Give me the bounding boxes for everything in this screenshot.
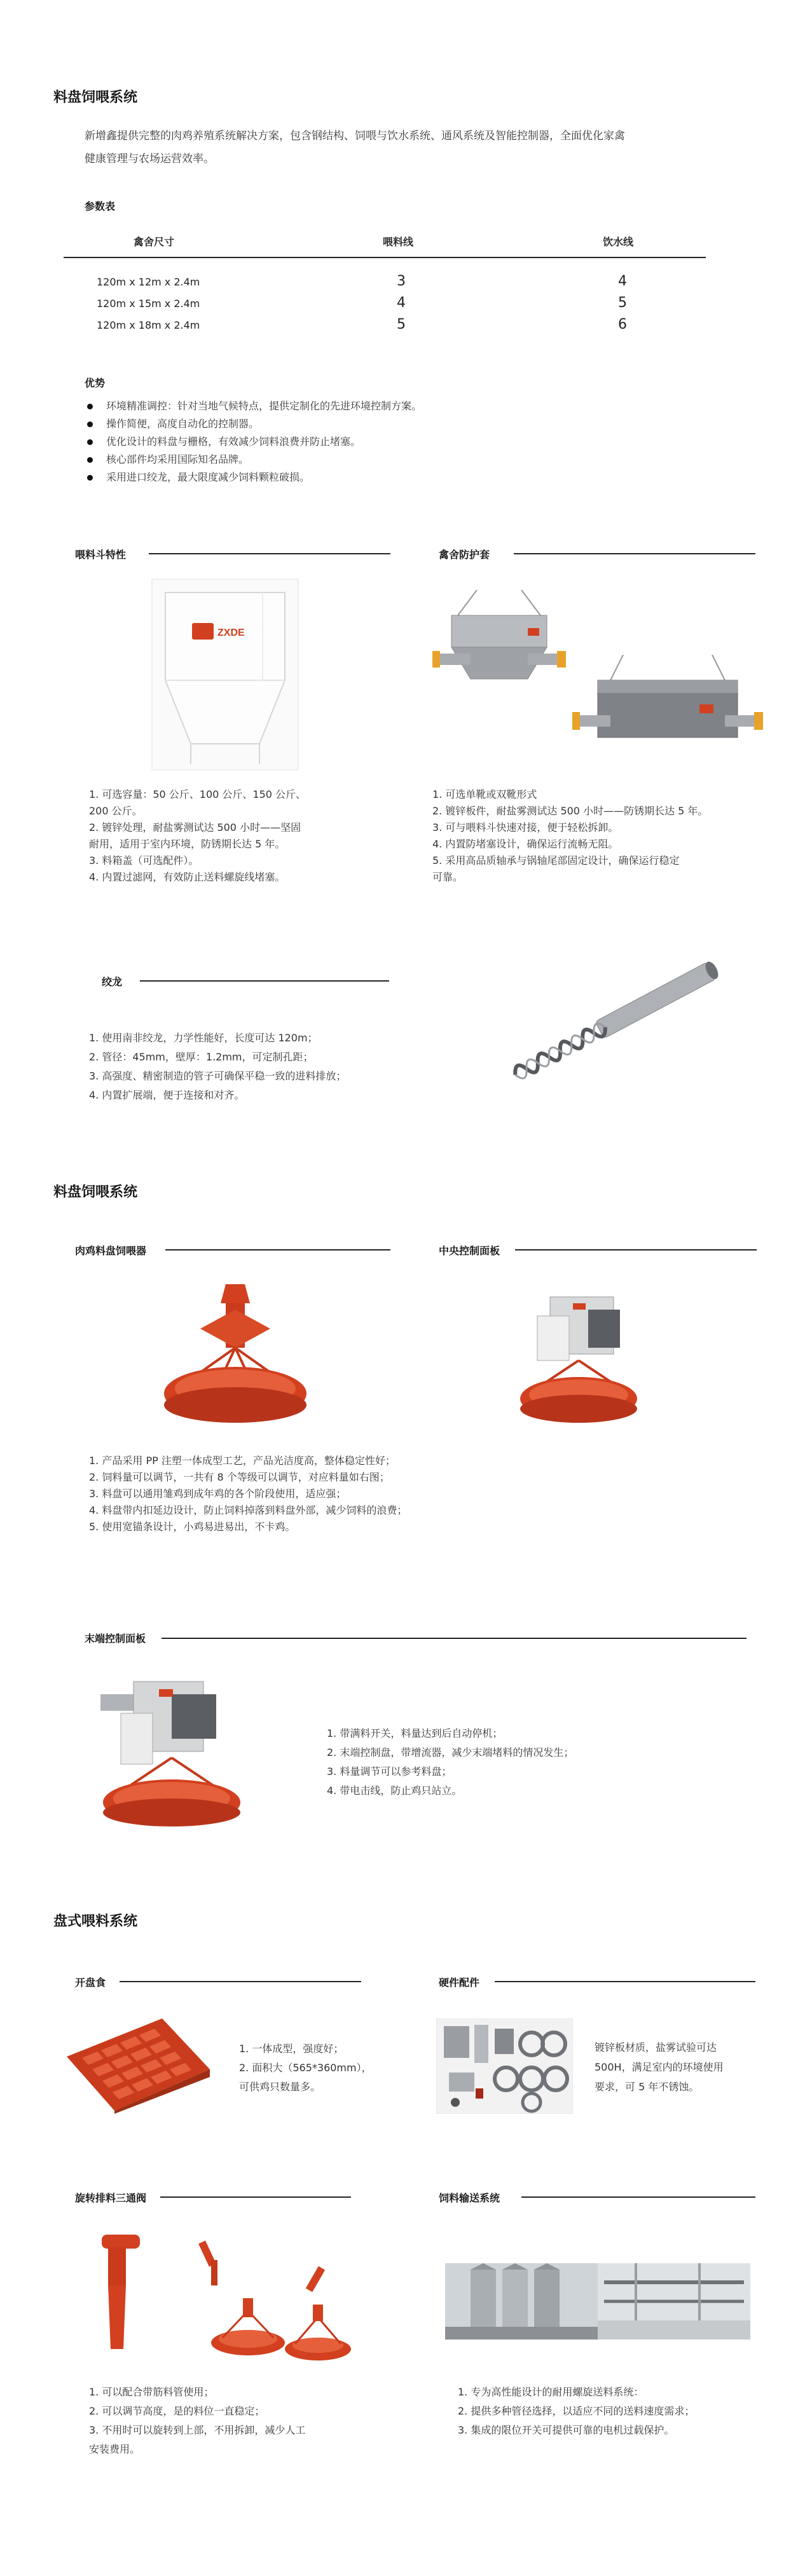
- list-item: 操作简便，高度自动化的控制器。: [85, 415, 746, 433]
- tray-features: [89, 1453, 598, 1535]
- list-item: 3. 集成的限位开关可提供可靠的电机过载保护。: [458, 2424, 675, 2436]
- list-item: 4. 料盘带内扣延边设计，防止饲料掉落到料盘外部，减少饲料的浪费；: [89, 1504, 408, 1516]
- cell-water: 5: [618, 295, 627, 311]
- params-header-water-line: 饮水线: [603, 236, 634, 248]
- list-item: 耐用，适用于室内环境，防锈期长达 5 年。: [89, 838, 286, 850]
- valve-features: [89, 2383, 388, 2459]
- hopper-title-rule: [149, 553, 390, 554]
- conveying-rule: [521, 2196, 755, 2198]
- broiler-feeder-title: 肉鸡料盘饲喂器: [75, 1245, 147, 1257]
- open-tray-rule: [120, 1981, 361, 1982]
- params-body: [97, 273, 707, 338]
- list-item: 可靠。: [432, 871, 464, 883]
- params-header-feed-line: 喂料线: [383, 236, 414, 248]
- list-item: 3. 料盘可以通用雏鸡到成年鸡的各个阶段使用，适应强；: [89, 1488, 347, 1500]
- list-item: 3. 可与喂料斗快速对接，便于轻松拆卸。: [432, 821, 619, 833]
- cell-feed: 4: [397, 295, 406, 311]
- conveying-features: [458, 2383, 776, 2440]
- broiler-feeder-rule: [165, 1249, 390, 1250]
- list-item: 2. 末端控制盘，带增流器，减少末端堵料的情况发生；: [327, 1746, 574, 1758]
- list-item: 安装费用。: [89, 2443, 141, 2455]
- conveying-image: [445, 2263, 750, 2340]
- params-title: 参数表: [85, 200, 116, 212]
- list-item: 可供鸡只数量多。: [239, 2081, 321, 2093]
- list-item: 4. 内置过滤网，有效防止送料螺旋线堵塞。: [89, 871, 286, 883]
- valve-title: 旋转排料三通阀: [75, 2192, 147, 2204]
- list-item: 4. 带电击线，防止鸡只站立。: [327, 1785, 462, 1797]
- table-row: [97, 273, 707, 295]
- valve-image: [95, 2228, 369, 2362]
- hardware-rule: [495, 1981, 755, 1982]
- auger-image: [490, 954, 731, 1093]
- cell-feed: 3: [397, 273, 406, 289]
- list-item: 采用进口绞龙，最大限度减少饲料颗粒破损。: [85, 469, 746, 486]
- table-row: [97, 317, 707, 338]
- broiler-feeder-image: [162, 1284, 308, 1427]
- params-header-row: [64, 230, 706, 253]
- section-title-feeding-system: 料盘饲喂系统: [53, 90, 138, 106]
- auger-features: [89, 1029, 445, 1105]
- intro-line-2: 健康管理与农场运营效率。: [85, 153, 214, 165]
- params-header-size: 禽舍尺寸: [134, 236, 175, 248]
- cell-size: 120m x 18m x 2.4m: [97, 319, 200, 331]
- hardware-text-line: 镀锌板材质，盐雾试验可达: [595, 2041, 717, 2053]
- cell-feed: 5: [397, 317, 406, 332]
- list-item: 4. 内置扩展端，便于连接和对齐。: [89, 1089, 245, 1101]
- valve-rule: [160, 2196, 351, 2198]
- list-item: 3. 不用时可以旋转到上部，不用拆卸，减少人工: [89, 2424, 306, 2436]
- params-table: [64, 230, 706, 332]
- list-item: 2. 饲料量可以调节，一共有 8 个等级可以调节，对应料量如右图；: [89, 1471, 390, 1483]
- intro-text: [85, 125, 759, 170]
- central-panel-rule: [515, 1249, 757, 1250]
- intro-line-1: 新增鑫提供完整的肉鸡养殖系统解决方案，包含钢结构、饲喂与饮水系统、通风系统及智能控制器，全面优化家禽: [85, 130, 625, 142]
- list-item: 3. 料量调节可以参考料盘；: [327, 1765, 452, 1778]
- list-item: 2. 提供多种管径选择，以适应不同的送料速度需求；: [458, 2405, 695, 2417]
- list-item: 1. 产品采用 PP 注塑一体成型工艺，产品光洁度高，整体稳定性好；: [89, 1455, 396, 1467]
- cell-water: 6: [618, 317, 627, 332]
- open-tray-image: [60, 2018, 213, 2114]
- list-item: 1. 可选容量：50 公斤、100 公斤、150 公斤、: [89, 788, 306, 800]
- hopper-features: [89, 786, 388, 886]
- end-panel-rule: [162, 1638, 747, 1639]
- hardware-text-line: 500H，满足室内的环境使用: [595, 2061, 724, 2073]
- section-title-tray-system: 料盘饲喂系统: [53, 1184, 138, 1200]
- cell-size: 120m x 15m x 2.4m: [97, 298, 200, 310]
- hardware-text: [595, 2038, 760, 2097]
- list-item: 环境精准调控：针对当地气候特点，提供定制化的先进环境控制方案。: [85, 397, 746, 415]
- list-item: 1. 可以配合带筋料管使用；: [89, 2386, 214, 2398]
- list-item: 3. 高强度、精密制造的管子可确保平稳一致的进料排放；: [89, 1070, 347, 1082]
- table-row: [97, 295, 707, 317]
- end-panel-features: [327, 1724, 734, 1800]
- list-item: 200 公斤。: [89, 805, 142, 817]
- cell-size: 120m x 12m x 2.4m: [97, 276, 200, 288]
- end-panel-title: 末端控制面板: [85, 1633, 146, 1645]
- open-tray-features: [239, 2039, 404, 2097]
- section-title-pan-feeding: 盘式喂料系统: [53, 1914, 138, 1929]
- hopper-image: [151, 579, 299, 771]
- hopper-title: 喂料斗特性: [75, 549, 127, 561]
- list-item: 2. 可以调节高度，是的料位一直稳定；: [89, 2405, 265, 2417]
- auger-title-rule: [140, 980, 389, 982]
- params-header-rule: [64, 257, 706, 258]
- cell-water: 4: [618, 273, 627, 289]
- guard-title-rule: [514, 553, 755, 554]
- list-item: 5. 使用宽锚条设计，小鸡易进易出，不卡鸡。: [89, 1521, 296, 1533]
- guard-image-2: [572, 655, 763, 757]
- advantages-title: 优势: [85, 377, 106, 389]
- central-panel-image: [518, 1291, 639, 1427]
- list-item: 2. 管径：45mm，壁厚：1.2mm，可定制孔距；: [89, 1051, 313, 1063]
- advantages-list: [85, 397, 746, 486]
- list-item: 1. 专为高性能设计的耐用螺旋送料系统：: [458, 2386, 644, 2398]
- list-item: 2. 镀锌处理，耐盐雾测试达 500 小时——坚固: [89, 821, 301, 833]
- list-item: 1. 可选单靴或双靴形式: [432, 788, 537, 800]
- list-item: 1. 带满料开关，料量达到后自动停机；: [327, 1727, 503, 1739]
- conveying-title: 饲料输送系统: [439, 2192, 500, 2204]
- hopper-logo-text: ZXDE: [217, 627, 245, 638]
- hardware-text-line: 要求，可 5 年不锈蚀。: [595, 2081, 699, 2093]
- list-item: 4. 内置防堵塞设计，确保运行流畅无阻。: [432, 838, 619, 850]
- list-item: 优化设计的料盘与栅格，有效减少饲料浪费并防止堵塞。: [85, 433, 746, 451]
- list-item: 3. 料箱盖（可选配件）。: [89, 854, 199, 867]
- hardware-image: [436, 2018, 573, 2114]
- guard-features: [432, 786, 779, 886]
- auger-title: 绞龙: [102, 976, 123, 988]
- guard-image-1: [432, 590, 566, 704]
- list-item: 2. 镀锌板件，耐盐雾测试达 500 小时——防锈期长达 5 年。: [432, 805, 708, 817]
- list-item: 核心部件均采用国际知名品牌。: [85, 451, 746, 469]
- hardware-title: 硬件配件: [439, 1977, 480, 1989]
- list-item: 1. 使用南非绞龙，力学性能好，长度可达 120m；: [89, 1032, 318, 1044]
- end-panel-image: [95, 1675, 251, 1831]
- central-panel-title: 中央控制面板: [439, 1245, 500, 1257]
- list-item: 1. 一体成型，强度好；: [239, 2043, 344, 2055]
- open-tray-title: 开盘食: [75, 1977, 106, 1989]
- list-item: 2. 面积大（565*360mm），: [239, 2062, 372, 2074]
- list-item: 5. 采用高品质轴承与锅轴尾部固定设计，确保运行稳定: [432, 854, 680, 867]
- guard-title: 禽舍防护套: [439, 549, 490, 561]
